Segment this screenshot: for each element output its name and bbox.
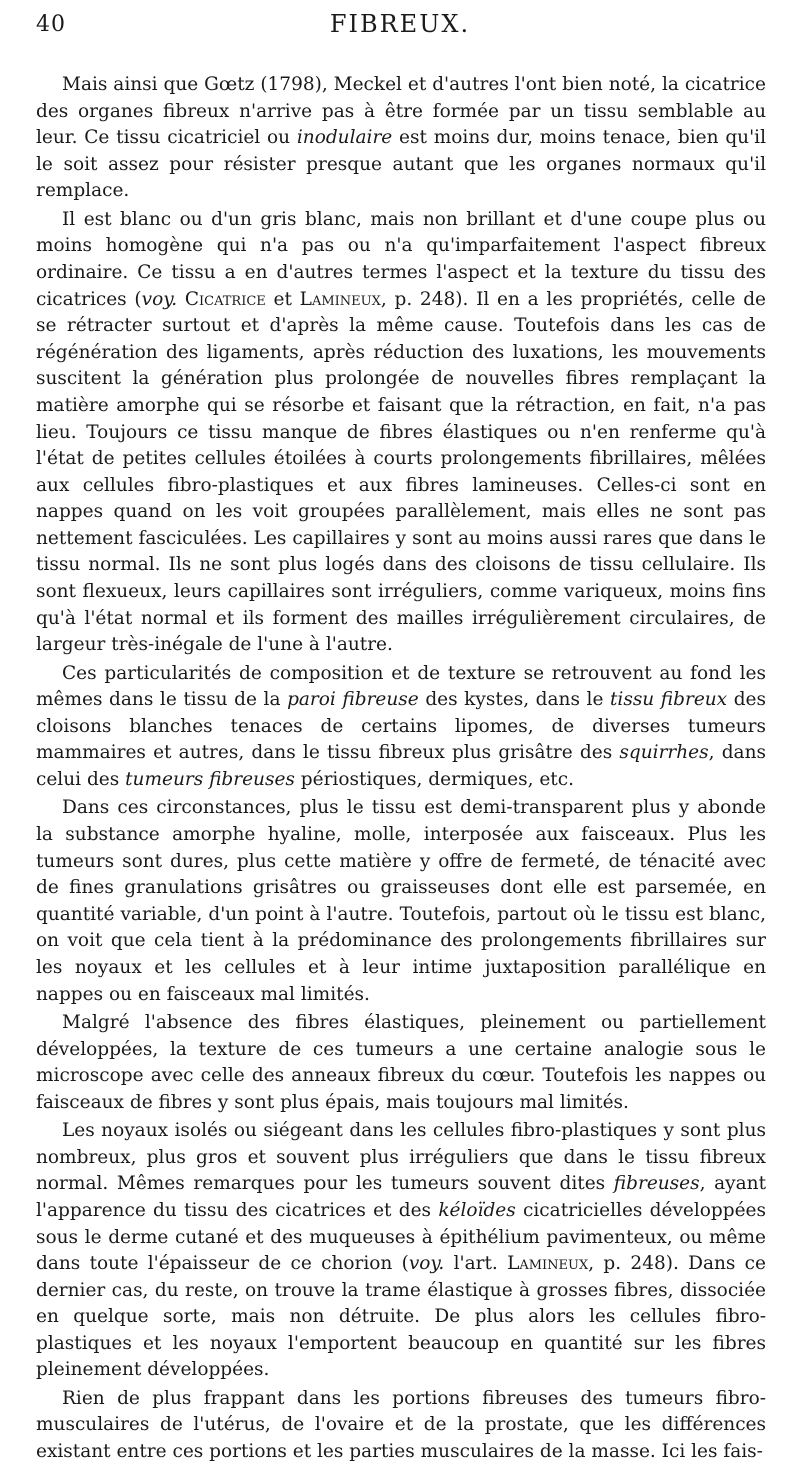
italic-term: tumeurs fibreuses — [125, 769, 295, 791]
text-run: est moins dur, moins tenace, bien qu'il le soit assez pour résister presque autant que les organes normaux qu'il remplace. — [36, 127, 766, 202]
paragraph — [36, 72, 766, 205]
text-run: Dans ces circonstances, plus le tissu est demi-transparent plus y abonde la substance amorphe hyaline, molle, interposée aux faisceaux. Plus les tumeurs sont dures, plus cette matière y offre de fermeté, de ténacité avec de fines granulations grisâtres ou graisseuses dont elle est parsemée, en quantité variable, d'un point à l'autre. Toutefois, partout où le tissu est blanc, on voit que cela tient à la prédominance des prolongements fibrillaires sur les noyaux et les cellules et à leur intime juxtaposition parallélique en nappes ou en faisceaux mal limités. — [36, 797, 766, 1005]
paragraph — [36, 207, 766, 659]
paragraph — [36, 661, 766, 794]
text-run: , ayant l'apparence du tissu des cicatrices et des — [36, 1173, 767, 1221]
italic-term: squirrhes — [619, 742, 709, 764]
text-run: , dans celui des — [36, 742, 766, 791]
text-run: Ces particularités de composition et de texture se retrouvent au fond les mêmes dans le tissu de la — [36, 662, 766, 711]
text-run: , p. 248). Il en a les propriétés, celle de se rétracter surtout et d'après la même cause. Toutefois dans les cas de régénération des ligaments, après réduction des luxations, les mouvements suscitent la génération plus prolongée de nouvelles fibres remplaçant la matière amorphe qui se résorbe et faisant que la rétraction, en fait, n'a pas lieu. Toujours ce tissu manque de fibres élastiques ou n'en renferme qu'à l'état de petites cellules étoilées à courts prolongements fibrillaires, mêlées aux cellules fibro-plastiques et aux fibres lamineuses. Celles-ci sont en nappes quand on les voit groupées parallèlement, mais elles ne sont pas nettement fasciculées. Les capillaires y sont au moins aussi rares que dans le tissu normal. Ils ne sont plus logés dans des cloisons de tissu cellulaire. Ils sont flexueux, leurs capillaires sont irréguliers, comme variqueux, moins fins qu'à l'état normal et ils forment des mailles irrégulièrement circulaires, de largeur très-inégale de l'une à l'autre. — [36, 288, 766, 656]
page-header — [36, 4, 764, 44]
paragraph — [36, 1010, 766, 1116]
page-number: 40 — [36, 12, 66, 37]
body-text — [36, 72, 766, 1467]
text-run: Les noyaux isolés ou siégeant dans les cellules fibro-plastiques y sont plus nombreux, plus gros et souvent plus irréguliers que dans le tissu fibreux normal. Mêmes remarques pour les tumeurs souvent dites — [36, 1120, 766, 1195]
paragraph — [36, 795, 766, 1008]
italic-term: inodulaire — [296, 127, 393, 149]
running-title: FIBREUX. — [329, 10, 471, 38]
text-run: périostiques, dermiques, etc. — [294, 769, 574, 791]
text-run: , p. 248). Dans ce dernier cas, du reste, on trouve la trame élastique à grosses fibres, dissociée en quelque sorte, mais non détruite. De plus alors les cellules fibro-plastiques et les noyaux l'emportent beaucoup en quantité sur les fibres pleinement développées. — [36, 1253, 766, 1381]
text-run: Rien de plus frappant dans les portions fibreuses des tumeurs fibro-musculaires de l'utérus, de l'ovaire et de la prostate, que les différences existant entre ces portions et les parties musculaires de la masse. Ici les fais- — [36, 1387, 766, 1463]
paragraph — [36, 1118, 766, 1384]
text-run: l'art. — [444, 1253, 508, 1275]
italic-term: paroi fibreuse — [287, 689, 419, 711]
italic-term: voy. — [408, 1253, 445, 1275]
small-caps-reference: Cicatrice — [184, 288, 266, 310]
text-run: des kystes, dans le — [418, 689, 610, 711]
italic-term: tissu fibreux — [609, 689, 728, 711]
italic-term: kéloïdes — [438, 1199, 516, 1221]
small-caps-reference: Lamineux — [507, 1253, 589, 1275]
text-run: et — [265, 288, 300, 310]
paragraph — [36, 1386, 766, 1466]
text-run: des cloisons blanches tenaces de certains lipomes, de diverses tumeurs mammaires et autres, dans le tissu fibreux plus grisâtre des — [36, 689, 766, 764]
small-caps-reference: Lamineux — [299, 288, 381, 310]
text-run — [177, 289, 185, 310]
text-run: Il est blanc ou d'un gris blanc, mais non brillant et d'une coupe plus ou moins homogène qui n'a pas ou n'a qu'imparfaitement l'aspect fibreux ordinaire. Ce tissu a en d'autres termes l'aspect et la texture du tissu des cicatrices ( — [36, 208, 766, 310]
text-run: Mais ainsi que Gœtz (1798), Meckel et d'autres l'ont bien noté, la cicatrice des organes fibreux n'arrive pas à être formée par un tissu semblable au leur. Ce tissu cicatriciel ou — [36, 74, 766, 149]
italic-term: fibreuses — [613, 1173, 700, 1195]
text-run: Malgré l'absence des fibres élastiques, pleinement ou partiellement développées, la texture de ces tumeurs a une certaine analogie sous le microscope avec celle des anneaux fibreux du cœur. Toutefois les nappes ou faisceaux de fibres y sont plus épais, mais toujours mal limités. — [36, 1011, 766, 1113]
text-run: cicatricielles développées sous le derme cutané et des muqueuses à épithélium pavimenteux, ou même dans toute l'épaisseur de ce chorion ( — [36, 1199, 766, 1275]
italic-term: voy. — [141, 288, 178, 310]
